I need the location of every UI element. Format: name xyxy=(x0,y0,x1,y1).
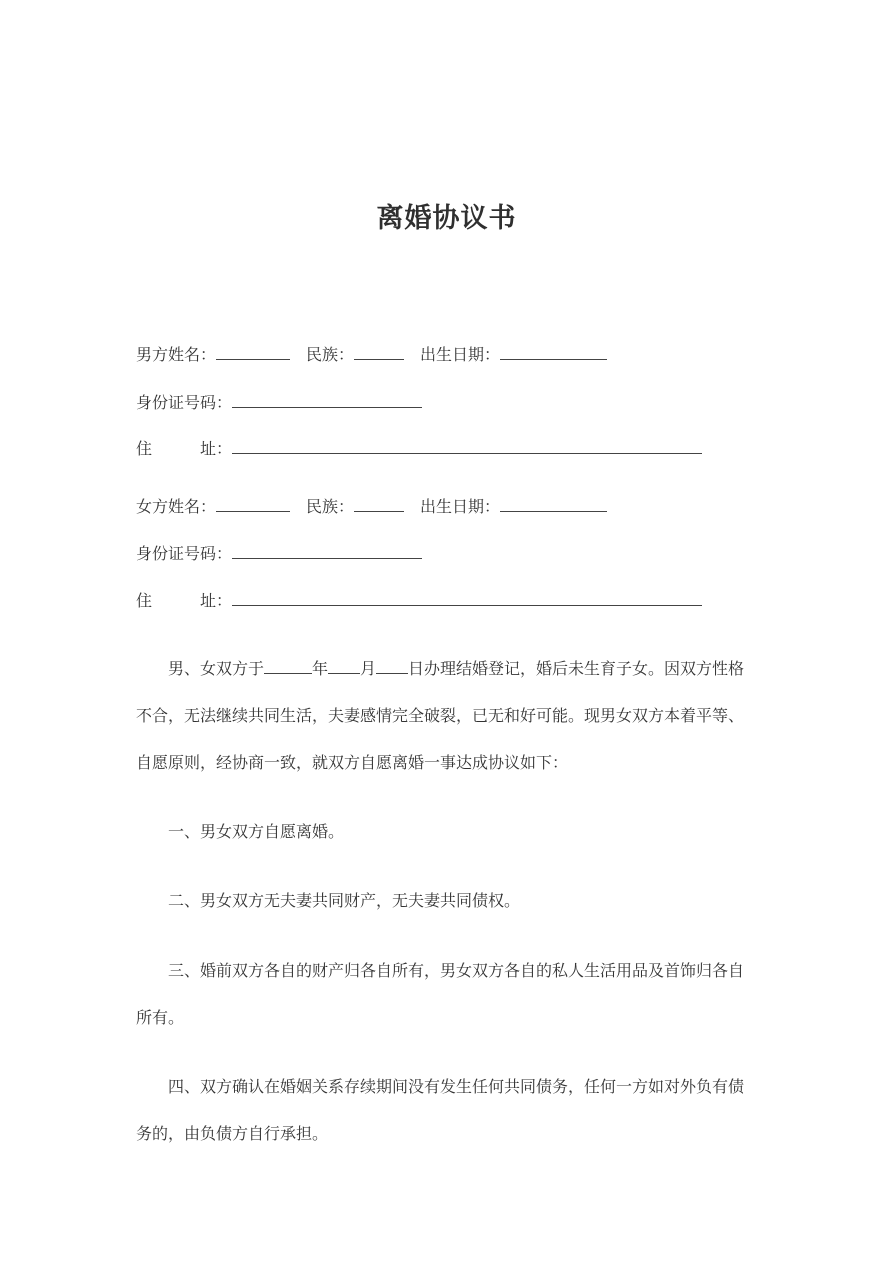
clause-3-line2: 所有。 xyxy=(136,1008,185,1027)
female-address-row xyxy=(136,590,702,611)
marriage-day-field[interactable] xyxy=(376,658,408,674)
male-address-field[interactable] xyxy=(232,438,702,454)
female-name-label: 女方姓名： xyxy=(136,497,217,516)
female-ethnicity-label: 民族： xyxy=(306,497,355,516)
intro-part2: 日办理结婚登记，婚后未生育子女。因双方性格 xyxy=(408,659,745,678)
female-birth-label: 出生日期： xyxy=(420,497,501,516)
marriage-year-field[interactable] xyxy=(264,658,312,674)
male-id-row xyxy=(136,392,422,413)
intro-line3: 自愿原则，经协商一致，就双方自愿离婚一事达成协议如下： xyxy=(136,753,569,772)
male-address-row xyxy=(136,438,702,459)
female-address-field[interactable] xyxy=(232,590,702,606)
female-info-row xyxy=(136,496,607,517)
clause-3-line1: 三、婚前双方各自的财产归各自所有，男女双方各自的私人生活用品及首饰归各自 xyxy=(168,961,745,980)
clause-1 xyxy=(136,808,760,855)
female-id-row xyxy=(136,543,422,564)
female-id-field[interactable] xyxy=(232,543,422,559)
intro-paragraph xyxy=(136,645,760,786)
male-id-field[interactable] xyxy=(232,392,422,408)
male-info-row xyxy=(136,344,607,365)
male-name-field[interactable] xyxy=(216,344,290,360)
male-ethnicity-field[interactable] xyxy=(354,344,404,360)
clause-2-text: 二、男女双方无夫妻共同财产，无夫妻共同债权。 xyxy=(168,891,521,910)
female-id-label: 身份证号码： xyxy=(136,544,233,563)
male-address-label-1: 住 xyxy=(136,439,153,458)
female-name-field[interactable] xyxy=(216,496,290,512)
male-address-label-2: 址： xyxy=(200,439,233,458)
male-ethnicity-label: 民族： xyxy=(306,345,355,364)
clause-3 xyxy=(136,947,760,1041)
female-address-label-1: 住 xyxy=(136,591,153,610)
document-title: 离婚协议书 xyxy=(376,203,517,234)
male-name-label: 男方姓名： xyxy=(136,345,217,364)
female-ethnicity-field[interactable] xyxy=(354,496,404,512)
clause-1-text: 一、男女双方自愿离婚。 xyxy=(168,822,345,841)
clause-4-line1: 四、双方确认在婚姻关系存续期间没有发生任何共同债务，任何一方如对外负有债 xyxy=(168,1077,745,1096)
intro-year: 年 xyxy=(312,659,329,678)
male-birth-label: 出生日期： xyxy=(420,345,501,364)
marriage-month-field[interactable] xyxy=(328,658,360,674)
clause-4-line2: 务的，由负债方自行承担。 xyxy=(136,1124,329,1143)
female-birth-field[interactable] xyxy=(500,496,607,512)
male-id-label: 身份证号码： xyxy=(136,393,233,412)
male-birth-field[interactable] xyxy=(500,344,607,360)
clause-4 xyxy=(136,1063,760,1157)
intro-month: 月 xyxy=(360,659,377,678)
intro-line2: 不合，无法继续共同生活，夫妻感情完全破裂，已无和好可能。现男女双方本着平等、 xyxy=(136,706,745,725)
intro-part1: 男、女双方于 xyxy=(168,659,265,678)
clause-2 xyxy=(136,877,760,924)
female-address-label-2: 址： xyxy=(200,591,233,610)
